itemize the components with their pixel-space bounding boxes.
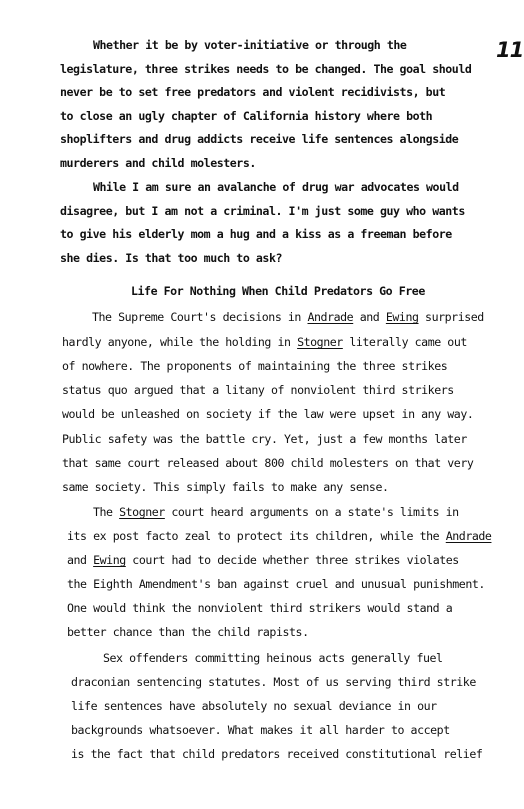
text-run: same society. This simply fails to make any sense. (62, 480, 389, 494)
paragraph-line (62, 407, 473, 421)
text-run: court heard arguments on a state's limits in (164, 505, 459, 519)
text-run: and (353, 310, 386, 324)
text-run: court had to decide whether three strikes violates (125, 553, 459, 567)
case-name: Ewing (385, 310, 419, 324)
paragraph-line (67, 625, 309, 639)
paragraph-line (62, 456, 473, 470)
text-run: literally came out (342, 335, 467, 349)
paragraph-line (67, 529, 491, 543)
paragraph-line: shoplifters and drug addicts receive life sentences alongside (60, 132, 459, 146)
paragraph-line: murderers and child molesters. (60, 156, 256, 170)
paragraph-line (71, 723, 450, 737)
case-name: Andrade (307, 310, 354, 324)
text-run: hardly anyone, while the holding in (62, 335, 298, 349)
case-name: Ewing (93, 553, 126, 567)
text-run: its ex post facto zeal to protect its children, while the (67, 529, 446, 543)
paragraph-line (103, 651, 443, 665)
text-run: life sentences have absolutely no sexual deviance in our (71, 699, 437, 713)
paragraph-line (67, 601, 452, 615)
case-name: Andrade (445, 529, 492, 543)
text-run: draconian sentencing statutes. Most of us serving third strike (71, 675, 476, 689)
text-run: better chance than the child rapists. (67, 625, 309, 639)
case-name: Stogner (119, 505, 165, 519)
text-run: would be unleashed on society if the law were upset in any way. (62, 407, 474, 421)
paragraph-line: she dies. Is that too much to ask? (60, 251, 283, 265)
paragraph-line: legislature, three strikes needs to be changed. The goal should (60, 62, 472, 76)
text-run: One would think the nonviolent third strikers would stand a (67, 601, 453, 615)
paragraph-line (67, 553, 459, 567)
paragraph-line (62, 335, 467, 349)
paragraph-line (92, 310, 484, 324)
text-run: surprised (418, 310, 484, 324)
text-run: that same court released about 800 child molesters on that very (62, 456, 474, 470)
text-run: Sex offenders committing heinous acts generally fuel (103, 651, 443, 665)
paragraph-line (62, 359, 447, 373)
text-run: of nowhere. The proponents of maintaining the three strikes (62, 359, 448, 373)
paragraph-line: disagree, but I am not a criminal. I'm just some guy who wants (60, 204, 465, 218)
page-number: 11 (496, 38, 524, 62)
text-run: The (93, 505, 120, 519)
paragraph-line: never be to set free predators and violent recidivists, but (60, 85, 446, 99)
section-heading: Life For Nothing When Child Predators Go Free (131, 284, 425, 298)
paragraph-line (62, 432, 467, 446)
paragraph-line (93, 505, 459, 519)
text-run: Public safety was the battle cry. Yet, just a few months later (62, 432, 467, 446)
paragraph-line (67, 577, 485, 591)
paragraph-line (71, 675, 476, 689)
text-run: the Eighth Amendment's ban against cruel and unusual punishment. (67, 577, 485, 591)
case-name: Stogner (297, 335, 343, 349)
paragraph-line (71, 747, 482, 761)
paragraph-line: to close an ugly chapter of California history where both (60, 109, 433, 123)
paragraph-line: Whether it be by voter-initiative or through the (93, 38, 407, 52)
text-run: The Supreme Court's decisions in (92, 310, 308, 324)
text-run: status quo argued that a litany of nonviolent third strikers (62, 383, 454, 397)
text-run: is the fact that child predators received constitutional relief (71, 747, 483, 761)
paragraph-line (71, 699, 437, 713)
paragraph-line: While I am sure an avalanche of drug war advocates would (93, 180, 459, 194)
text-run: and (67, 553, 94, 567)
text-run: backgrounds whatsoever. What makes it all harder to accept (71, 723, 450, 737)
paragraph-line (62, 480, 389, 494)
paragraph-line (62, 383, 454, 397)
paragraph-line: to give his elderly mom a hug and a kiss as a freeman before (60, 227, 452, 241)
